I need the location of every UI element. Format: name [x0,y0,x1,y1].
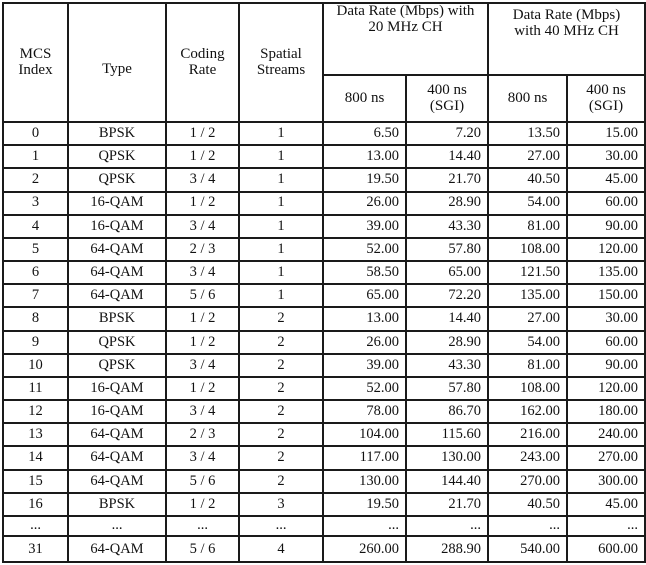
cell-type: 64-QAM [68,423,166,446]
table-row [3,122,645,145]
cell-mcs-index: 12 [3,400,68,423]
cell-rate-20mhz-800ns: 39.00 [323,215,406,238]
cell-mcs-index: 7 [3,284,68,307]
header-20mhz-800ns: 800 ns [323,75,406,122]
cell-rate-20mhz-800ns: 52.00 [323,238,406,261]
table-row [3,354,645,377]
cell-rate-40mhz-400ns: 600.00 [567,536,645,562]
cell-rate-20mhz-800ns: 130.00 [323,470,406,493]
cell-rate-20mhz-400ns: 21.70 [406,493,488,516]
cell-rate-20mhz-400ns: 115.60 [406,423,488,446]
cell-rate-40mhz-400ns: 15.00 [567,122,645,145]
header-data-rate-40mhz: Data Rate (Mbps) with 40 MHz CH [488,3,645,75]
cell-coding-rate: 3 / 4 [166,354,239,377]
table-row [3,168,645,191]
cell-spatial-streams: 4 [239,536,323,562]
cell-mcs-index: 8 [3,307,68,330]
cell-spatial-streams: 2 [239,400,323,423]
ellipsis-cell: ... [3,516,68,536]
table-row [3,377,645,400]
cell-coding-rate: 1 / 2 [166,122,239,145]
cell-rate-40mhz-400ns: 30.00 [567,145,645,168]
header-40mhz-400ns-sgi: 400 ns (SGI) [567,75,645,122]
cell-type: QPSK [68,168,166,191]
cell-rate-40mhz-400ns: 135.00 [567,261,645,284]
cell-rate-40mhz-800ns: 108.00 [488,238,567,261]
cell-rate-40mhz-400ns: 240.00 [567,423,645,446]
header-coding-rate: Coding Rate [166,3,239,122]
cell-type: BPSK [68,122,166,145]
ellipsis-cell: ... [239,516,323,536]
cell-rate-20mhz-400ns: 288.90 [406,536,488,562]
table-row [3,307,645,330]
cell-rate-40mhz-800ns: 121.50 [488,261,567,284]
cell-mcs-index: 3 [3,192,68,215]
cell-spatial-streams: 1 [239,122,323,145]
cell-mcs-index: 15 [3,470,68,493]
cell-spatial-streams: 2 [239,354,323,377]
cell-rate-40mhz-400ns: 45.00 [567,493,645,516]
cell-rate-20mhz-800ns: 39.00 [323,354,406,377]
cell-coding-rate: 3 / 4 [166,261,239,284]
cell-spatial-streams: 2 [239,377,323,400]
cell-rate-20mhz-400ns: 43.30 [406,215,488,238]
cell-spatial-streams: 1 [239,238,323,261]
mcs-data-rate-table [2,2,646,563]
cell-mcs-index: 14 [3,446,68,469]
header-data-rate-20mhz: Data Rate (Mbps) with 20 MHz CH [323,3,488,75]
table-row [3,331,645,354]
cell-rate-40mhz-800ns: 54.00 [488,331,567,354]
cell-spatial-streams: 1 [239,192,323,215]
cell-rate-40mhz-400ns: 30.00 [567,307,645,330]
header-row [3,3,645,75]
cell-type: 64-QAM [68,261,166,284]
table-row [3,446,645,469]
cell-rate-20mhz-400ns: 7.20 [406,122,488,145]
cell-rate-40mhz-400ns: 90.00 [567,354,645,377]
header-40mhz-800ns: 800 ns [488,75,567,122]
cell-type: 64-QAM [68,446,166,469]
table-row [3,284,645,307]
cell-rate-20mhz-800ns: 26.00 [323,331,406,354]
cell-rate-40mhz-800ns: 40.50 [488,493,567,516]
cell-coding-rate: 2 / 3 [166,238,239,261]
cell-type: BPSK [68,307,166,330]
cell-coding-rate: 5 / 6 [166,284,239,307]
cell-rate-40mhz-400ns: 60.00 [567,192,645,215]
cell-rate-40mhz-400ns: 180.00 [567,400,645,423]
cell-rate-20mhz-400ns: 43.30 [406,354,488,377]
cell-rate-20mhz-400ns: 65.00 [406,261,488,284]
cell-type: 16-QAM [68,400,166,423]
ellipsis-row [3,516,645,536]
cell-rate-20mhz-400ns: 72.20 [406,284,488,307]
cell-rate-40mhz-800ns: 13.50 [488,122,567,145]
cell-rate-40mhz-800ns: 27.00 [488,307,567,330]
cell-rate-20mhz-800ns: 65.00 [323,284,406,307]
cell-type: 16-QAM [68,377,166,400]
cell-rate-40mhz-400ns: 150.00 [567,284,645,307]
cell-spatial-streams: 1 [239,215,323,238]
cell-rate-40mhz-800ns: 108.00 [488,377,567,400]
cell-spatial-streams: 1 [239,284,323,307]
cell-rate-20mhz-400ns: 28.90 [406,192,488,215]
cell-rate-40mhz-400ns: 60.00 [567,331,645,354]
cell-coding-rate: 1 / 2 [166,493,239,516]
cell-rate-40mhz-400ns: 90.00 [567,215,645,238]
ellipsis-cell: ... [323,516,406,536]
table-row-last [3,536,645,562]
cell-type: 64-QAM [68,470,166,493]
cell-rate-40mhz-800ns: 243.00 [488,446,567,469]
header-type: Type [68,3,166,122]
cell-rate-40mhz-800ns: 81.00 [488,354,567,377]
cell-rate-40mhz-800ns: 216.00 [488,423,567,446]
cell-rate-20mhz-800ns: 104.00 [323,423,406,446]
cell-type: 64-QAM [68,238,166,261]
table-row [3,261,645,284]
cell-mcs-index: 4 [3,215,68,238]
cell-mcs-index: 1 [3,145,68,168]
cell-rate-20mhz-400ns: 57.80 [406,377,488,400]
cell-rate-40mhz-400ns: 45.00 [567,168,645,191]
cell-rate-40mhz-800ns: 40.50 [488,168,567,191]
cell-spatial-streams: 2 [239,307,323,330]
cell-type: QPSK [68,354,166,377]
cell-rate-40mhz-800ns: 27.00 [488,145,567,168]
table-row [3,493,645,516]
cell-rate-40mhz-800ns: 162.00 [488,400,567,423]
table-row [3,400,645,423]
cell-rate-20mhz-800ns: 19.50 [323,493,406,516]
cell-rate-40mhz-800ns: 540.00 [488,536,567,562]
table-row [3,238,645,261]
table-row [3,423,645,446]
cell-rate-40mhz-400ns: 120.00 [567,238,645,261]
cell-type: 64-QAM [68,536,166,562]
header-mcs-index: MCS Index [3,3,68,122]
cell-mcs-index: 0 [3,122,68,145]
header-20mhz-400ns-sgi: 400 ns (SGI) [406,75,488,122]
cell-spatial-streams: 1 [239,261,323,284]
cell-mcs-index: 2 [3,168,68,191]
ellipsis-cell: ... [567,516,645,536]
cell-rate-20mhz-800ns: 52.00 [323,377,406,400]
cell-rate-20mhz-800ns: 117.00 [323,446,406,469]
cell-spatial-streams: 2 [239,470,323,493]
cell-mcs-index: 13 [3,423,68,446]
ellipsis-cell: ... [406,516,488,536]
cell-rate-20mhz-800ns: 26.00 [323,192,406,215]
cell-coding-rate: 3 / 4 [166,400,239,423]
cell-mcs-index: 6 [3,261,68,284]
cell-mcs-index: 10 [3,354,68,377]
cell-type: 64-QAM [68,284,166,307]
cell-rate-40mhz-400ns: 300.00 [567,470,645,493]
cell-rate-20mhz-400ns: 21.70 [406,168,488,191]
cell-rate-20mhz-800ns: 58.50 [323,261,406,284]
cell-rate-20mhz-800ns: 78.00 [323,400,406,423]
cell-mcs-index: 31 [3,536,68,562]
cell-rate-20mhz-800ns: 6.50 [323,122,406,145]
table-row [3,470,645,493]
cell-spatial-streams: 1 [239,168,323,191]
cell-coding-rate: 1 / 2 [166,307,239,330]
cell-spatial-streams: 1 [239,145,323,168]
cell-rate-20mhz-800ns: 13.00 [323,145,406,168]
cell-rate-20mhz-400ns: 144.40 [406,470,488,493]
ellipsis-cell: ... [488,516,567,536]
cell-type: 16-QAM [68,192,166,215]
cell-rate-40mhz-800ns: 135.00 [488,284,567,307]
cell-spatial-streams: 3 [239,493,323,516]
cell-type: QPSK [68,145,166,168]
cell-coding-rate: 1 / 2 [166,377,239,400]
table-row [3,192,645,215]
cell-rate-20mhz-400ns: 14.40 [406,307,488,330]
header-spatial-streams: Spatial Streams [239,3,323,122]
cell-rate-20mhz-800ns: 19.50 [323,168,406,191]
cell-coding-rate: 1 / 2 [166,145,239,168]
cell-spatial-streams: 2 [239,331,323,354]
cell-coding-rate: 3 / 4 [166,446,239,469]
table-row [3,145,645,168]
cell-coding-rate: 1 / 2 [166,331,239,354]
cell-rate-20mhz-400ns: 57.80 [406,238,488,261]
cell-rate-20mhz-400ns: 86.70 [406,400,488,423]
cell-rate-20mhz-400ns: 130.00 [406,446,488,469]
cell-rate-40mhz-800ns: 54.00 [488,192,567,215]
cell-type: BPSK [68,493,166,516]
cell-coding-rate: 5 / 6 [166,470,239,493]
ellipsis-cell: ... [166,516,239,536]
cell-rate-20mhz-400ns: 14.40 [406,145,488,168]
cell-coding-rate: 2 / 3 [166,423,239,446]
cell-coding-rate: 3 / 4 [166,168,239,191]
cell-spatial-streams: 2 [239,446,323,469]
cell-rate-20mhz-800ns: 260.00 [323,536,406,562]
table-row [3,215,645,238]
cell-rate-20mhz-400ns: 28.90 [406,331,488,354]
cell-coding-rate: 5 / 6 [166,536,239,562]
cell-type: 16-QAM [68,215,166,238]
cell-mcs-index: 11 [3,377,68,400]
ellipsis-cell: ... [68,516,166,536]
cell-spatial-streams: 2 [239,423,323,446]
cell-coding-rate: 1 / 2 [166,192,239,215]
cell-mcs-index: 9 [3,331,68,354]
cell-type: QPSK [68,331,166,354]
cell-mcs-index: 5 [3,238,68,261]
cell-rate-40mhz-400ns: 270.00 [567,446,645,469]
cell-coding-rate: 3 / 4 [166,215,239,238]
cell-rate-20mhz-800ns: 13.00 [323,307,406,330]
cell-mcs-index: 16 [3,493,68,516]
cell-rate-40mhz-800ns: 270.00 [488,470,567,493]
cell-rate-40mhz-800ns: 81.00 [488,215,567,238]
cell-rate-40mhz-400ns: 120.00 [567,377,645,400]
